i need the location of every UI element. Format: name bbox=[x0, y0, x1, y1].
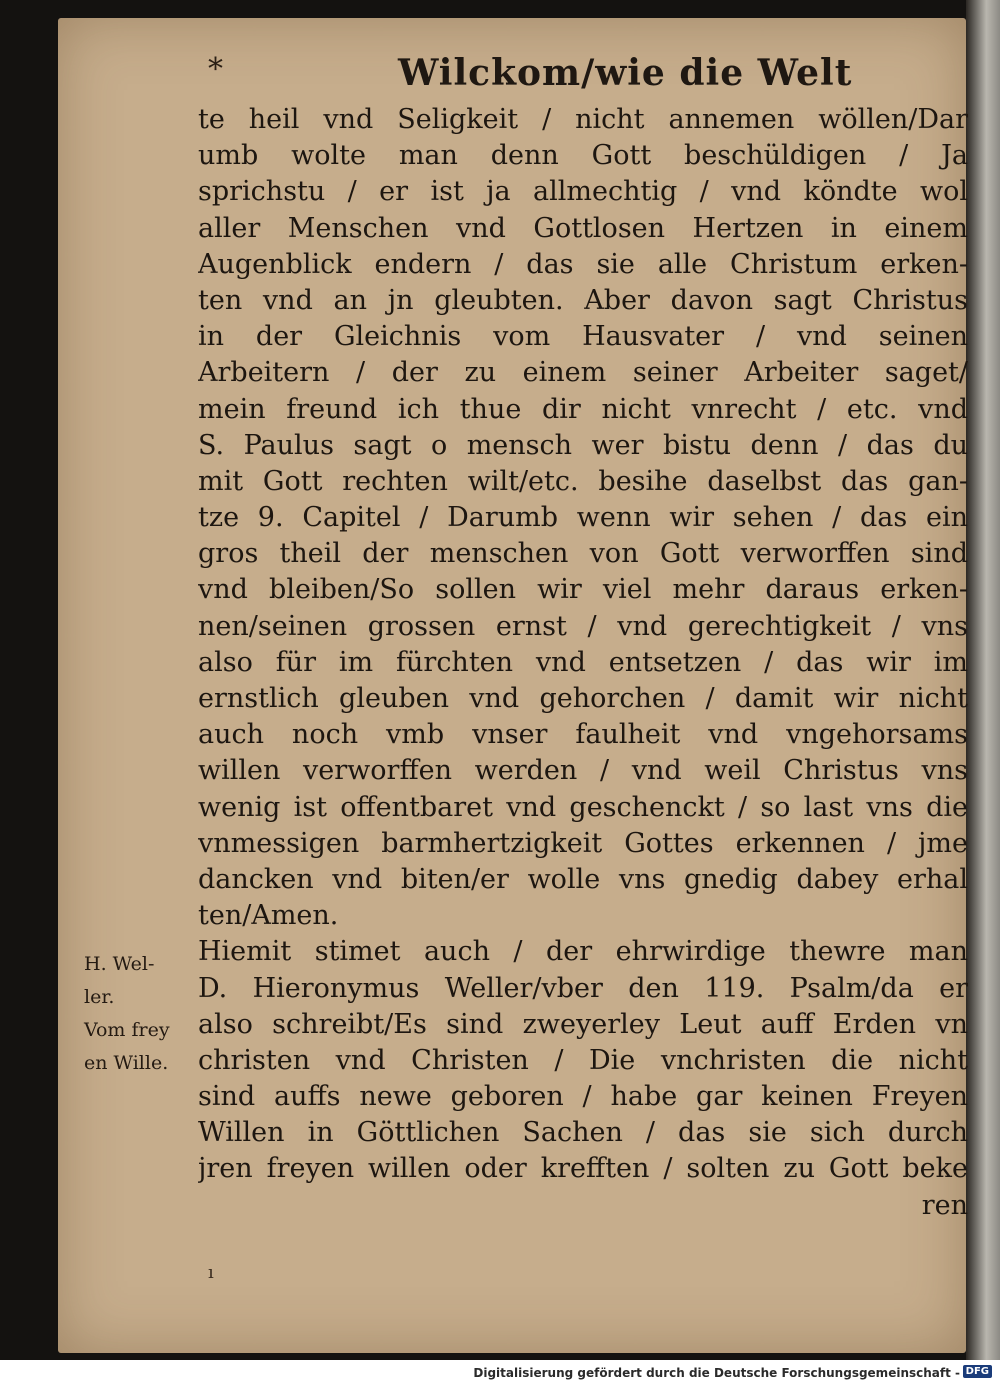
ornament-mark: * bbox=[208, 52, 223, 87]
text-line: also für im fürchten vnd entsetzen / das wir im bbox=[198, 646, 968, 678]
text-line: nen/seinen grossen ernst / vnd gerechtigkeit / vns bbox=[198, 610, 968, 642]
text-line: vnd bleiben/So sollen wir viel mehr daraus erken- bbox=[198, 574, 968, 606]
stray-mark: ı bbox=[208, 1262, 214, 1283]
text-line: sprichstu / er ist ja allmechtig / vnd köndte wol bbox=[198, 176, 968, 208]
text-line: auch noch vmb vnser faulheit vnd vngehorsams bbox=[198, 719, 968, 751]
running-title: Wilckom/wie die Welt bbox=[398, 52, 853, 94]
margin-note-line: en Wille. bbox=[84, 1052, 169, 1074]
text-line: dancken vnd biten/er wolle vns gnedig dabey erhal bbox=[198, 863, 968, 895]
text-line: tze 9. Capitel / Darumb wenn wir sehen / das ein bbox=[198, 502, 968, 534]
text-line: umb wolte man denn Gott beschüldigen / Ja bbox=[198, 140, 968, 172]
text-line: christen vnd Christen / Die vnchristen die nicht bbox=[198, 1044, 968, 1076]
text-line: Hiemit stimet auch / der ehrwirdige thewre man bbox=[198, 936, 968, 968]
text-line: aller Menschen vnd Gottlosen Hertzen in einem bbox=[198, 212, 968, 244]
text-line: sind auffs newe geboren / habe gar keinen Freyen bbox=[198, 1081, 968, 1113]
margin-note-line: ler. bbox=[84, 986, 115, 1008]
text-line: Willen in Göttlichen Sachen / das sie sich durch bbox=[198, 1117, 968, 1149]
text-line: D. Hieronymus Weller/vber den 119. Psalm/da er bbox=[198, 972, 968, 1004]
text-line: wenig ist offentbaret vnd geschenckt / so last vns die bbox=[198, 791, 968, 823]
text-line: S. Paulus sagt o mensch wer bistu denn / das du bbox=[198, 429, 968, 461]
text-line: te heil vnd Seligkeit / nicht annemen wöllen/Dar bbox=[198, 104, 968, 135]
margin-note-line: Vom frey bbox=[84, 1019, 170, 1041]
text-line: Augenblick endern / das sie alle Christum erken- bbox=[198, 248, 968, 280]
text-line: jren freyen willen oder krefften / solten zu Gott beke bbox=[198, 1153, 968, 1185]
margin-note bbox=[84, 948, 212, 1080]
text-line: ren bbox=[921, 1189, 968, 1221]
text-line: vnmessigen barmhertzigkeit Gottes erkennen / jme bbox=[198, 827, 968, 859]
text-line: ten vnd an jn gleubten. Aber davon sagt Christus bbox=[198, 284, 968, 316]
margin-note-line: H. Wel- bbox=[84, 953, 155, 975]
page-edge bbox=[966, 0, 1000, 1360]
text-line: ernstlich gleuben vnd gehorchen / damit wir nicht bbox=[198, 683, 968, 714]
text-line: Arbeitern / der zu einem seiner Arbeiter saget/ bbox=[198, 357, 968, 389]
text-line: ten/Amen. bbox=[198, 900, 339, 932]
text-line: gros theil der menschen von Gott verworffen sind bbox=[198, 538, 968, 570]
text-line: mit Gott rechten wilt/etc. besihe daselbst das gan- bbox=[198, 465, 968, 497]
text-line: also schreibt/Es sind zweyerley Leut auff Erden vn bbox=[198, 1008, 968, 1040]
funding-credit: Digitalisierung gefördert durch die Deutsche Forschungsgemeinschaft - bbox=[473, 1366, 960, 1380]
text-line: in der Gleichnis vom Hausvater / vnd seinen bbox=[198, 321, 968, 353]
text-line: willen verworffen werden / vnd weil Christus vns bbox=[198, 755, 968, 787]
dfg-logo: DFG bbox=[963, 1365, 992, 1378]
text-line: mein freund ich thue dir nicht vnrecht / etc. vnd bbox=[198, 393, 968, 425]
body-text bbox=[198, 102, 968, 1224]
